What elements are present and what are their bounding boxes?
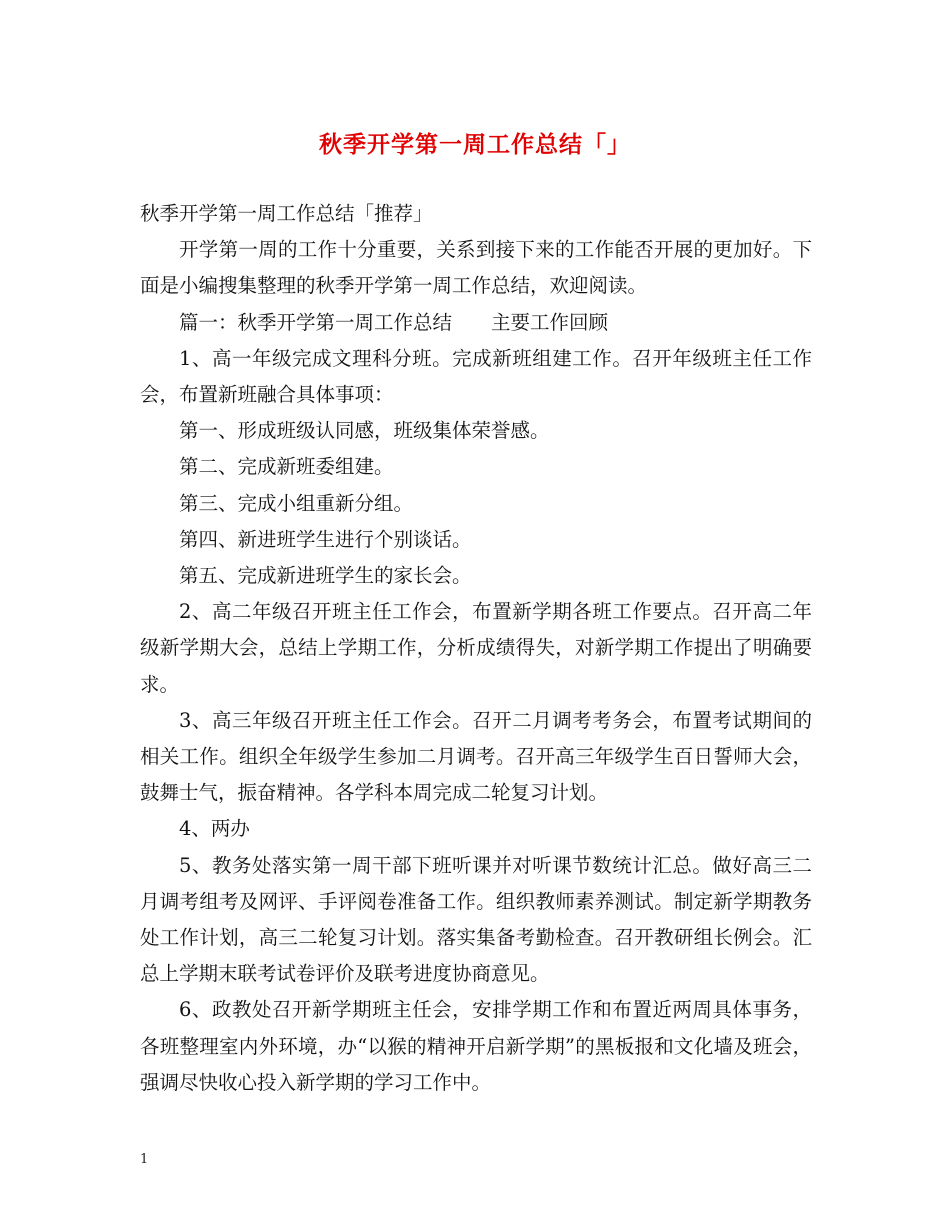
document-title: 秋季开学第一周工作总结「」: [319, 131, 631, 158]
document-body: [140, 196, 812, 1101]
paragraph-item-5: 5、教务处落实第一周干部下班听课并对听课节数统计汇总。做好高三二月调考组考及网评、手评阅卷准备工作。组织教师素养测试。制定新学期教务处工作计划，高三二轮复习计划。落实集备考勤检查。召开教研组长例会。汇总上学期末联考试卷评价及联考进度协商意见。: [140, 853, 812, 986]
paragraph-item-1: 1、高一年级完成文理科分班。完成新班组建工作。召开年级班主任工作会，布置新班融合具体事项：: [140, 346, 812, 407]
paragraph-item-4: 4、两办: [179, 817, 250, 841]
paragraph-subitem-1: 第一、形成班级认同感，班级集体荣誉感。: [179, 419, 550, 443]
paragraph-item-2: 2、高二年级召开班主任工作会，布置新学期各班工作要点。召开高二年级新学期大会，总结上学期工作，分析成绩得失，对新学期工作提出了明确要求。: [140, 600, 812, 696]
page-number: 1: [140, 1152, 149, 1167]
paragraph-subitem-2: 第二、完成新班委组建。: [179, 455, 394, 479]
paragraph-subitem-5: 第五、完成新进班学生的家长会。: [179, 564, 472, 588]
paragraph-subitem-4: 第四、新进班学生进行个别谈话。: [179, 527, 472, 551]
paragraph-intro: 开学第一周的工作十分重要，关系到接下来的工作能否开展的更加好。下面是小编搜集整理的秋季开学第一周工作总结，欢迎阅读。: [140, 238, 812, 298]
paragraph-subitem-3: 第三、完成小组重新分组。: [179, 491, 414, 515]
paragraph-item-6: 6、政教处召开新学期班主任会，安排学期工作和布置近两周具体事务，各班整理室内外环境，办“以猴的精神开启新学期”的黑板报和文化墙及班会，强调尽快收心投入新学期的学习工作中。: [140, 998, 812, 1094]
paragraph-section-title: 篇一：秋季开学第一周工作总结 主要工作回顾: [179, 310, 609, 334]
paragraph-heading: 秋季开学第一周工作总结「推荐」: [140, 202, 433, 225]
paragraph-item-3: 3、高三年级召开班主任工作会。召开二月调考考务会，布置考试期间的相关工作。组织全年级学生参加二月调考。召开高三年级学生百日誓师大会，鼓舞士气，振奋精神。各学科本周完成二轮复习计划。: [140, 708, 812, 805]
